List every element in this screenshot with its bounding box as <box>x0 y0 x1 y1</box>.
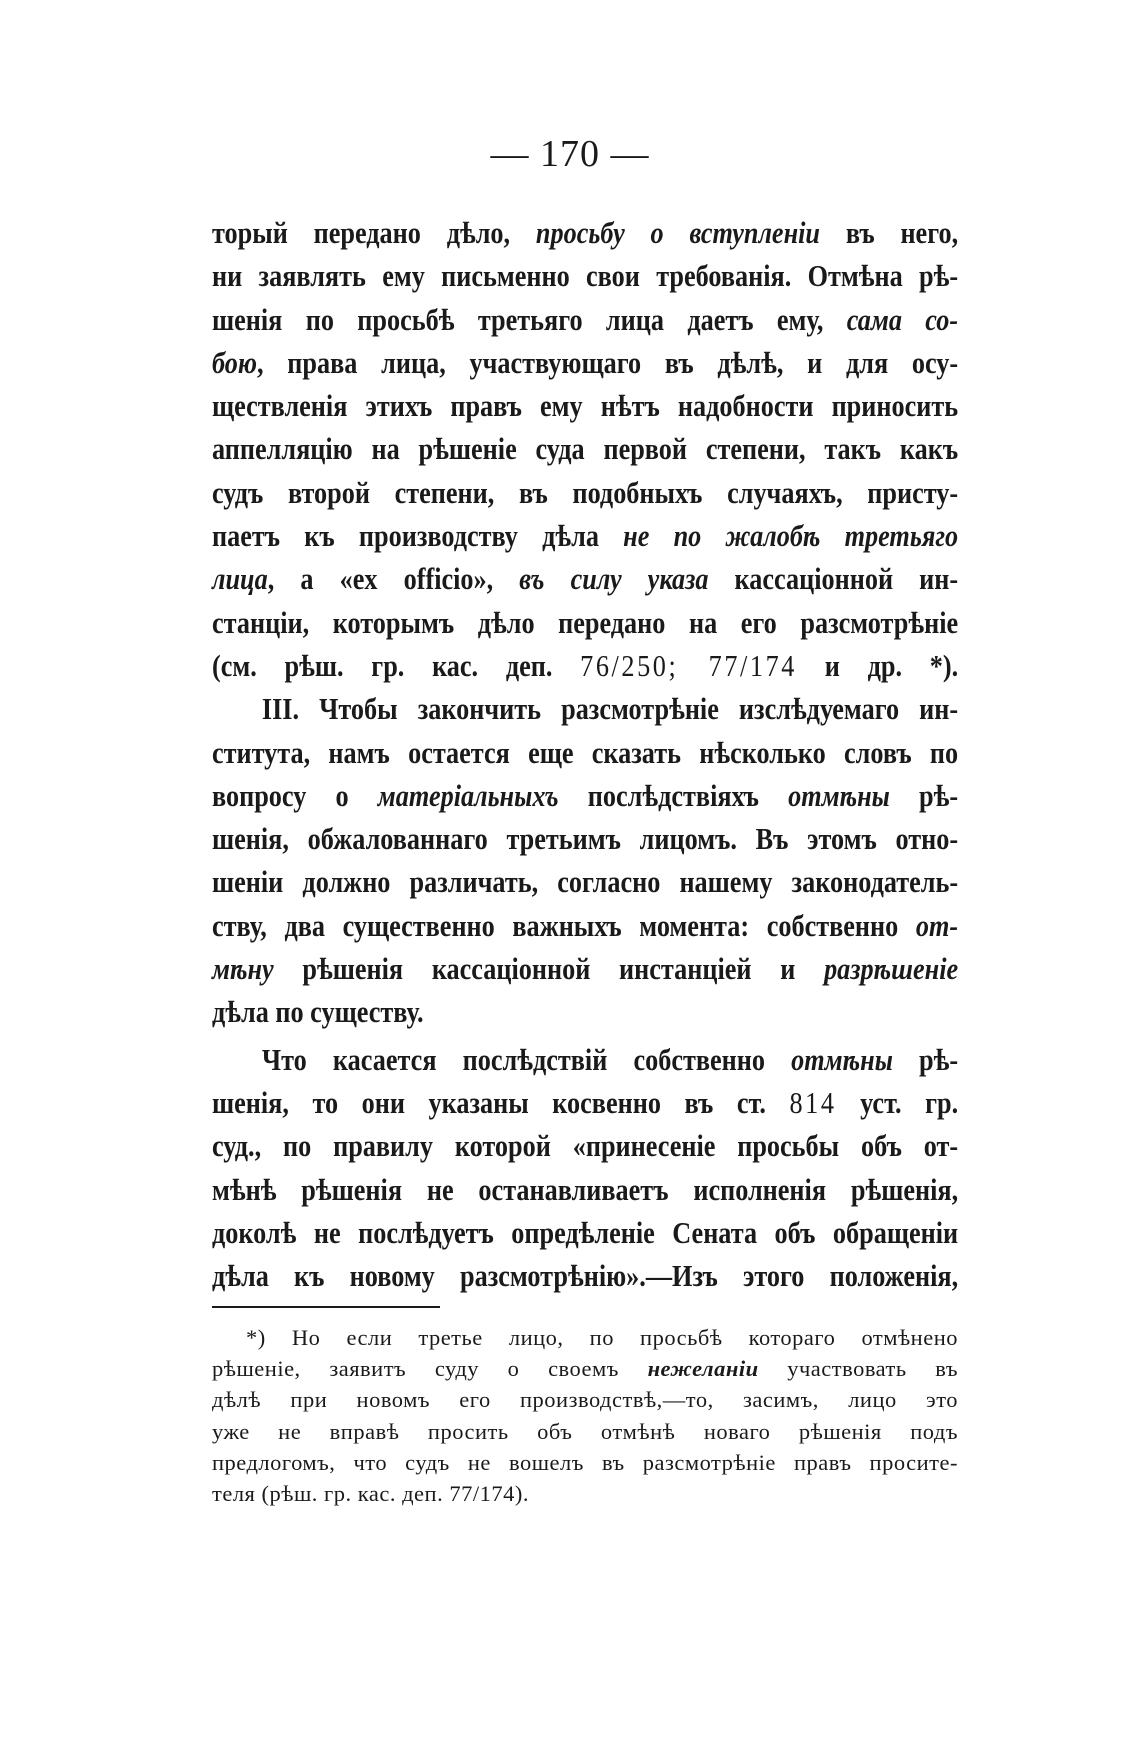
text-line: мѣну рѣшенія кассаціонной инстанціей и разрѣшеніе <box>212 952 959 987</box>
footnote-line: предлогомъ, что судъ не вошелъ въ разсмотрѣніе правъ просите- <box>212 1449 958 1475</box>
text-line: дѣла къ новому разсмотрѣнію».—Изъ этого положенія, <box>212 1259 959 1294</box>
text-line: вопросу о матеріальныхъ послѣдствіяхъ отмѣны рѣ- <box>212 778 959 813</box>
footnote <box>212 1322 958 1509</box>
footnote-line: уже не вправѣ просить объ отмѣнѣ новаго рѣшенія подъ <box>212 1418 958 1444</box>
footnote-divider <box>212 1306 440 1308</box>
text-line: ству, два существенно важныхъ момента: собственно от- <box>212 908 959 943</box>
footnote-line: рѣшеніе, заявитъ суду о своемъ нежеланіи участвовать въ <box>212 1356 958 1382</box>
text-line: бою, права лица, участвующаго въ дѣлѣ, и для осу- <box>212 345 959 380</box>
text-line: лица, а «ex officio», въ силу указа кассаціонной ин- <box>212 562 959 597</box>
footnote-line: *) Но если третье лицо, по просьбѣ котораго отмѣнено <box>246 1325 958 1350</box>
text-line: доколѣ не послѣдуетъ опредѣленіе Сената объ обращеніи <box>212 1215 959 1250</box>
text-line: дѣла по существу. <box>212 995 424 1030</box>
main-text <box>212 212 958 1298</box>
text-line: торый передано дѣло, просьбу о вступленіи въ него, <box>212 216 959 250</box>
text-line: шенія, то они указаны косвенно въ ст. 814 уст. гр. <box>212 1085 959 1120</box>
text-line: шеніи должно различать, согласно нашему законодатель- <box>212 865 959 900</box>
text-line: шенія по просьбѣ третьяго лица даетъ ему, сама со- <box>212 302 959 337</box>
footnote-line: теля (рѣш. гр. кас. деп. 77/174). <box>212 1480 529 1506</box>
text-line: (см. рѣш. гр. кас. деп. 76/250; 77/174 и др. *). <box>212 648 959 683</box>
text-line: аппелляцію на рѣшеніе суда первой степени, такъ какъ <box>212 432 959 467</box>
text-line: ститута, намъ остается еще сказать нѣсколько словъ по <box>212 735 959 770</box>
page-number: — 170 — <box>490 133 650 175</box>
text-line: Что касается послѣдствій собственно отмѣны рѣ- <box>261 1042 959 1077</box>
text-line: суд., по правилу которой «принесеніе просьбы объ от- <box>212 1129 959 1164</box>
text-line: шенія, обжалованнаго третьимъ лицомъ. Въ этомъ отно- <box>212 822 959 857</box>
text-line: ществленія этихъ правъ ему нѣтъ надобности приносить <box>212 389 959 424</box>
footnote-line: дѣлѣ при новомъ его производствѣ,—то, засимъ, лицо это <box>212 1387 958 1413</box>
text-line: станціи, которымъ дѣло передано на его разсмотрѣніе <box>212 605 959 640</box>
text-line: паетъ къ производству дѣла не по жалобѣ третьяго <box>212 519 959 554</box>
text-line: мѣнѣ рѣшенія не останавливаетъ исполненія рѣшенія, <box>212 1172 959 1207</box>
text-line: судъ второй степени, въ подобныхъ случаяхъ, присту- <box>212 475 959 510</box>
text-line: III. Чтобы закончить разсмотрѣніе изслѣдуемаго ин- <box>261 692 959 727</box>
text-line: ни заявлять ему письменно свои требованія. Отмѣна рѣ- <box>212 259 959 294</box>
